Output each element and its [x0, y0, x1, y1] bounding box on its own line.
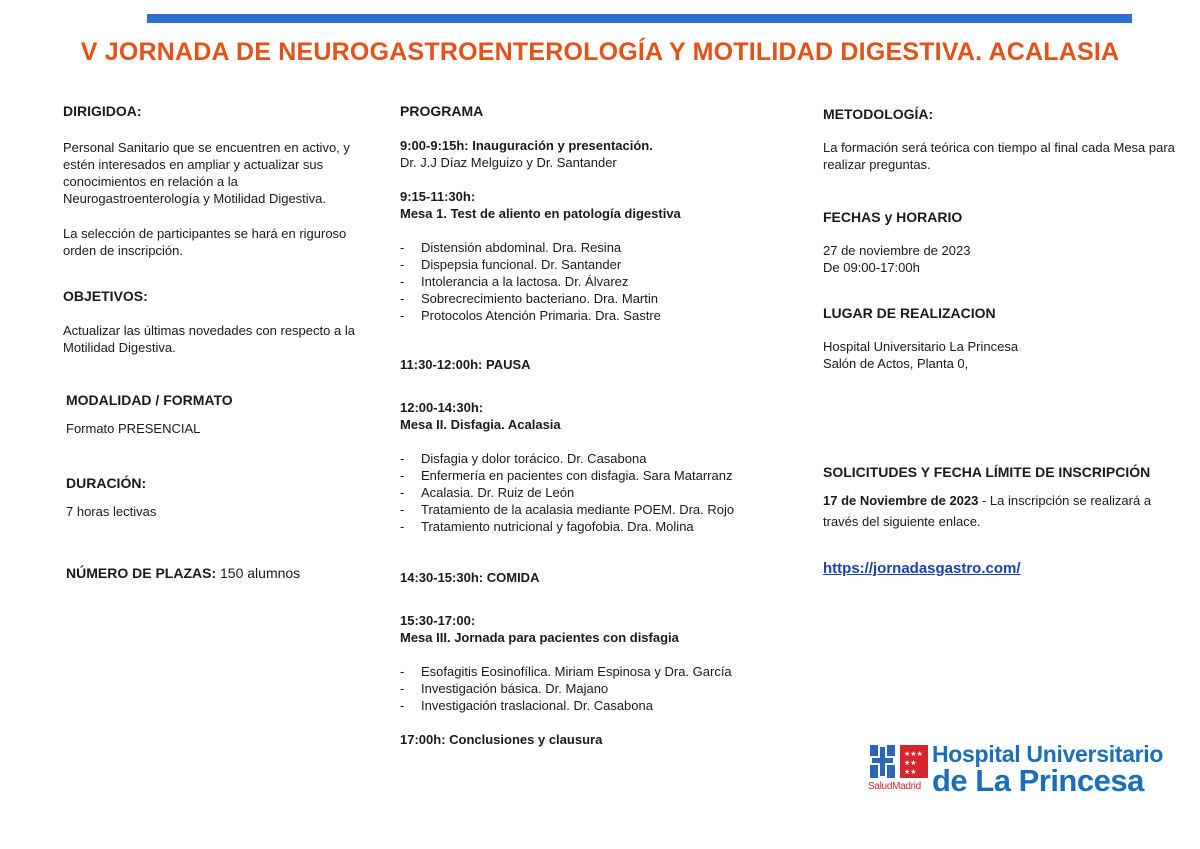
list-item: - Intolerancia a la lactosa. Dr. Álvarez [400, 273, 800, 290]
plazas-heading: NÚMERO DE PLAZAS [66, 565, 212, 581]
programa-column [400, 102, 800, 748]
inauguracion-time: 9:00-9:15h: Inauguración y presentación. [400, 138, 653, 153]
link-line [823, 560, 1183, 577]
seleccion-text: La selección de participantes se hará en riguroso orden de inscripción. [63, 226, 347, 258]
programa-heading: PROGRAMA [400, 103, 484, 119]
lugar-heading: LUGAR DE REALIZACION [823, 305, 996, 321]
inscription-link[interactable]: https://jornadasgastro.com/ [823, 560, 1021, 577]
list-item: - Investigación básica. Dr. Majano [400, 680, 800, 697]
mesa2-list [400, 450, 800, 535]
objetivos-heading: OBJETIVOS: [63, 288, 148, 304]
lugar-line-2: Salón de Actos, Planta 0, [823, 356, 969, 371]
mesa2-time: 12:00-14:30h: [400, 400, 484, 415]
mesa1-title: Mesa 1. Test de aliento en patología digestiva [400, 206, 681, 221]
fecha-line-2: De 09:00-17:00h [823, 260, 920, 275]
list-item: - Tratamiento nutricional y fagofobia. Dra. Molina [400, 518, 800, 535]
fechas-heading: FECHAS y HORARIO [823, 209, 963, 225]
list-item: - Protocolos Atención Primaria. Dra. Sastre [400, 307, 800, 324]
plazas-text: 150 alumnos [220, 565, 301, 581]
modalidad-heading: MODALIDAD / FORMATO [66, 392, 233, 408]
list-item: - Sobrecrecimiento bacteriano. Dra. Martin [400, 290, 800, 307]
pausa-line: 11:30-12:00h: PAUSA [400, 357, 531, 372]
list-item: - Tratamiento de la acalasia mediante POEM. Dra. Rojo [400, 501, 800, 518]
mesa3-list [400, 663, 800, 714]
salud-madrid-label: SaludMadrid [868, 781, 921, 792]
duracion-text: 7 horas lectivas [66, 504, 157, 519]
clausura-line: 17:00h: Conclusiones y clausura [400, 732, 603, 747]
list-item: - Disfagia y dolor torácico. Dr. Casabona [400, 450, 800, 467]
salud-madrid-emblem-icon [866, 741, 930, 785]
metodologia-text: La formación será teórica con tiempo al final cada Mesa para realizar preguntas. [823, 140, 1175, 172]
mesa2-title: Mesa II. Disfagia. Acalasia [400, 417, 561, 432]
solicitudes-heading: SOLICITUDES Y FECHA LÍMITE DE INSCRIPCIÓN [823, 464, 1151, 480]
dirigido-text: Personal Sanitario que se encuentren en activo, y estén interesados en ampliar y actualizar sus conocimientos en relación a la Neurogastroenterología y Motilidad Digestiva. [63, 140, 350, 206]
logo-line-2: de La Princesa [932, 763, 1144, 798]
list-item: - Investigación traslacional. Dr. Casabona [400, 697, 800, 714]
metodologia-heading: METODOLOGÍA: [823, 106, 934, 122]
mesa1-list [400, 239, 800, 324]
list-item: - Distensión abdominal. Dra. Resina [400, 239, 800, 256]
right-column [823, 105, 1183, 577]
comida-line: 14:30-15:30h: COMIDA [400, 570, 540, 585]
page-title: V JORNADA DE NEUROGASTROENTEROLOGÍA Y MOTILIDAD DIGESTIVA. ACALASIA [80, 38, 1120, 66]
logo-line-1: Hospital Universitario [932, 741, 1164, 767]
left-column [63, 102, 363, 582]
svg-text:★★: ★★ [904, 760, 917, 767]
plazas-line: NÚMERO DE PLAZAS: 150 alumnos [66, 565, 301, 581]
lugar-line-1: Hospital Universitario La Princesa [823, 339, 1019, 354]
limite-text: 17 de Noviembre de 2023 - La inscripción se realizará a través del siguiente enlace. [823, 493, 1152, 529]
list-item: - Acalasia. Dr. Ruiz de León [400, 484, 800, 501]
mesa3-time: 15:30-17:00: [400, 613, 476, 628]
list-item: - Esofagitis Eosinofílica. Miriam Espinosa y Dra. García [400, 663, 800, 680]
list-item: - Enfermería en pacientes con disfagia. Sara Matarranz [400, 467, 800, 484]
top-accent-bar [147, 14, 1132, 23]
list-item: - Dispepsia funcional. Dr. Santander [400, 256, 800, 273]
mesa3-title: Mesa III. Jornada para pacientes con disfagia [400, 630, 679, 645]
objetivos-text: Actualizar las últimas novedades con respecto a la Motilidad Digestiva. [63, 323, 355, 355]
inauguracion-people: Dr. J.J Díaz Melguizo y Dr. Santander [400, 155, 617, 170]
duracion-heading: DURACIÓN: [66, 475, 147, 491]
hospital-logo [866, 741, 1164, 798]
mesa1-time: 9:15-11:30h: [400, 189, 476, 204]
modalidad-text: Formato PRESENCIAL [66, 421, 201, 436]
svg-text:★★: ★★ [904, 769, 917, 776]
svg-text:★★★: ★★★ [904, 751, 923, 758]
fecha-line-1: 27 de noviembre de 2023 [823, 243, 971, 258]
dirigido-heading: DIRIGIDOA: [63, 103, 142, 119]
